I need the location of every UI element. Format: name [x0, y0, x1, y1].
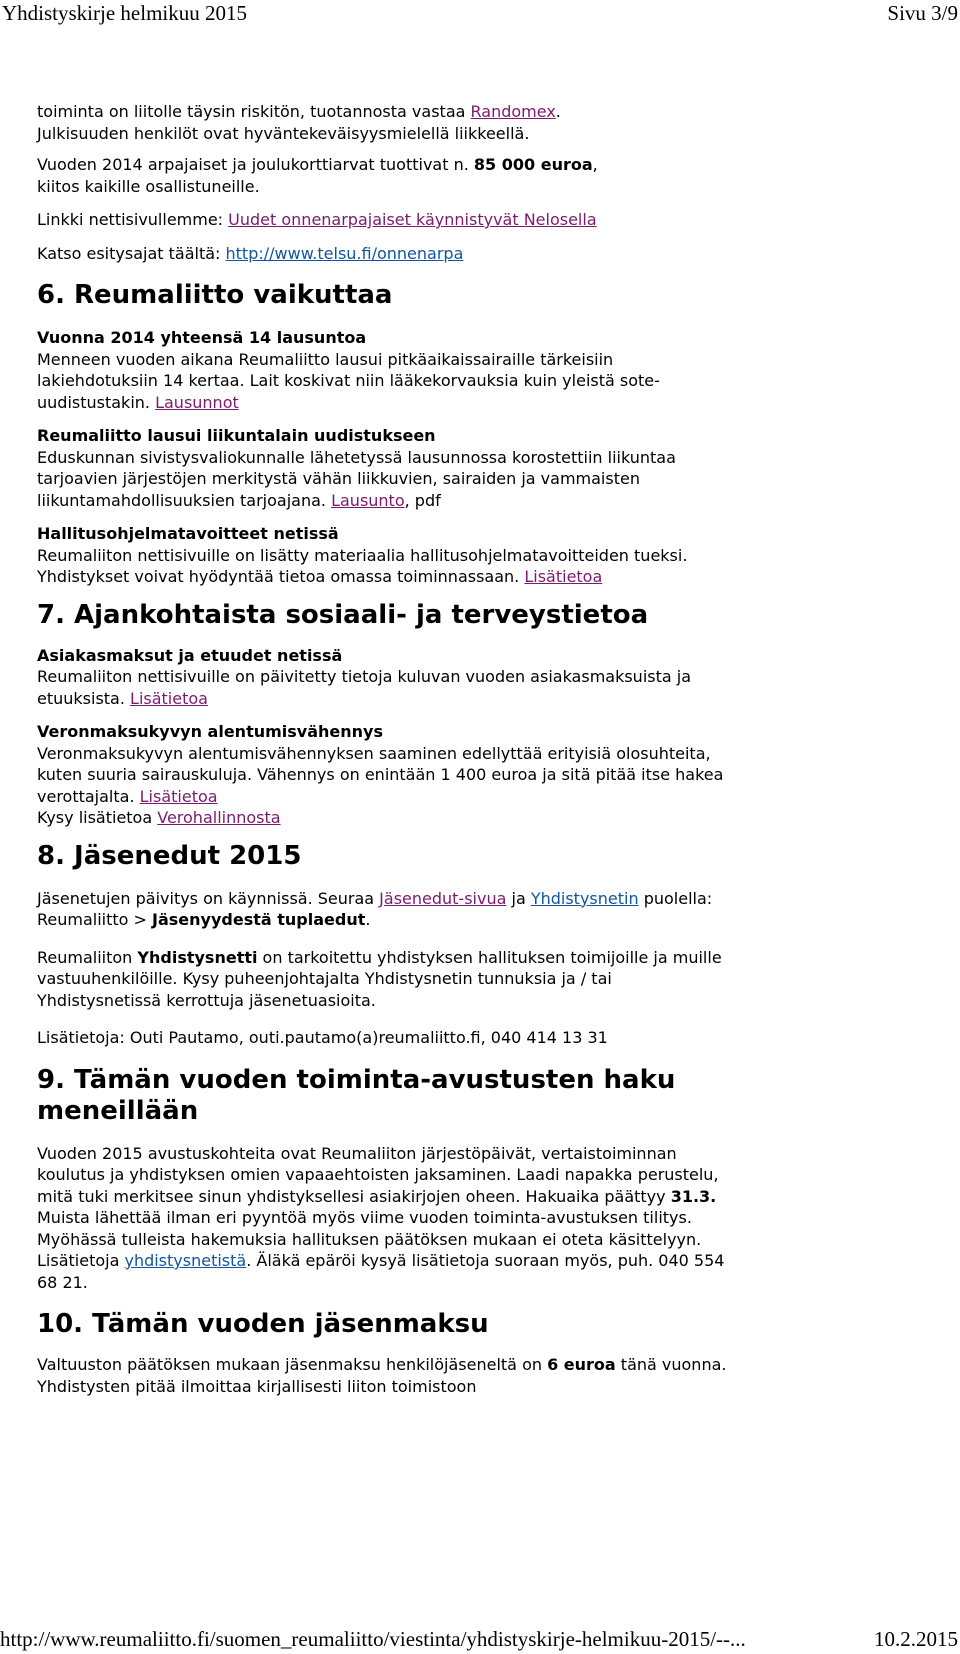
section-9-heading: 9. Tämän vuoden toiminta-avustusten haku meneillään — [37, 1064, 676, 1126]
section-6-item-1-title: Vuonna 2014 yhteensä 14 lausuntoa — [37, 328, 367, 347]
section-8-heading: 8. Jäsenedut 2015 — [37, 840, 302, 871]
intro-paragraph-2: Vuoden 2014 arpajaiset ja joulukorttiarvat tuottivat n. 85 000 euroa, kiitos kaikille osallistuneille. — [37, 155, 598, 196]
section-9-paragraph: Vuoden 2015 avustuskohteita ovat Reumaliiton järjestöpäivät, vertaistoiminnan koulutus ja yhdistyksen omien vapaaehtoisten jaksaminen. Laadi napakka perustelu, mitä tuki merkitsee sinun yhdistyksellesi asiakirjojen oheen. Hakuaika päättyy 31.3. Muista lähettää ilman eri pyyntöä myös viime vuoden toiminta-avustuksen tilitys. Myöhässä tulleista hakemuksia hallituksen päätöksen mukaan ei oteta käsittelyyn. Lisätietoja yhdistysnetistä. Äläkä epäröi kysyä lisätietoja suoraan myös, puh. 040 554 68 21. — [37, 1143, 725, 1292]
intro-paragraph-4: Katso esitysajat täältä: http://www.telsu.fi/onnenarpa — [37, 243, 464, 263]
document-title: Yhdistyskirje helmikuu 2015 — [2, 1, 247, 25]
page-number: Sivu 3/9 — [887, 1, 958, 25]
section-6-item-3-title: Hallitusohjelmatavoitteet netissä — [37, 524, 339, 543]
section-6-item-1-text: Menneen vuoden aikana Reumaliitto lausui pitkäaikaissairaille tärkeisiin lakiehdotuksiin 14 kertaa. Lait koskivat niin lääkekorvauksia kuin yleistä sote-uudistustakin. Lausunnot — [37, 349, 660, 412]
verohallinto-link[interactable]: Verohallinnosta — [157, 808, 281, 827]
nelonen-link[interactable]: Uudet onnenarpajaiset käynnistyvät Nelosella — [228, 210, 597, 229]
jasenedut-link[interactable]: Jäsenedut-sivua — [379, 888, 507, 908]
lisatietoa-link[interactable]: Lisätietoa — [139, 786, 218, 806]
section-10-heading: 10. Tämän vuoden jäsenmaksu — [37, 1309, 489, 1339]
yhdistysnetti-link-2[interactable]: yhdistysnetistä — [124, 1251, 247, 1270]
intro-paragraph-3: Linkki nettisivullemme: Uudet onnenarpajaiset käynnistyvät Nelosella — [37, 210, 597, 229]
telsu-link[interactable]: http://www.telsu.fi/onnenarpa — [225, 243, 464, 263]
yhdistysnetti-link[interactable]: Yhdistysnetin — [530, 888, 639, 908]
print-footer — [0, 1626, 960, 1654]
lisatietoa-link[interactable]: Lisätietoa — [524, 567, 603, 586]
section-7-item-2-title: Veronmaksukyvyn alentumisvähennys — [37, 722, 383, 741]
section-7-item-1-text: Reumaliiton nettisivuille on päivitetty tietoja kuluvan vuoden asiakasmaksuista ja etuuksista. Lisätietoa — [37, 667, 692, 708]
section-6-item-2-title: Reumaliitto lausui liikuntalain uudistukseen — [37, 426, 436, 445]
randomex-link[interactable]: Randomex — [470, 102, 556, 121]
lausunnot-link[interactable]: Lausunnot — [155, 392, 239, 412]
lisatietoa-link[interactable]: Lisätietoa — [130, 688, 208, 708]
print-header — [0, 0, 960, 30]
print-date: 10.2.2015 — [874, 1627, 958, 1651]
page-url: http://www.reumaliitto.fi/suomen_reumaliitto/viestinta/yhdistyskirje-helmikuu-2015/--... — [0, 1627, 746, 1651]
section-8-contact: Lisätietoja: Outi Pautamo, outi.pautamo(a)reumaliitto.fi, 040 414 13 31 — [37, 1028, 608, 1047]
intro-paragraph-1: toiminta on liitolle täysin riskitön, tuotannosta vastaa Randomex. Julkisuuden henkilöt ovat hyväntekeväisyysmielellä liikkeellä. — [37, 102, 561, 143]
section-7-item-2-text: Veronmaksukyvyn alentumisvähennyksen saaminen edellyttää erityisiä olosuhteita, kuten suuria sairauskuluja. Vähennys on enintään 1 400 euroa ja sitä pitää itse hakea verottajalta. Lisätietoa Kysy lisätietoa Verohallinnosta — [37, 743, 724, 827]
section-6-item-2-text: Eduskunnan sivistysvaliokunnalle lähetetyssä lausunnossa korostettiin liikuntaa tarjoavien järjestöjen merkitystä vähän liikkuvien, sairaiden ja vammaisten liikuntamahdollisuuksien tarjoajana. Lausunto, pdf — [37, 447, 676, 510]
section-7-item-1-title: Asiakasmaksut ja etuudet netissä — [37, 645, 343, 665]
section-8-paragraph-2: Reumaliiton Yhdistysnetti on tarkoitettu yhdistyksen hallituksen toimijoille ja muille vastuuhenkilöille. Kysy puheenjohtajalta Yhdistysnetin tunnuksia ja / tai Yhdistysnetissä kerrottuja jäsenetuasioita. — [37, 947, 722, 1010]
section-7-heading: 7. Ajankohtaista sosiaali- ja terveystietoa — [37, 599, 649, 630]
section-6-heading: 6. Reumaliitto vaikuttaa — [37, 280, 393, 310]
section-8-paragraph-1: Jäsenetujen päivitys on käynnissä. Seuraa Jäsenedut-sivua ja Yhdistysnetin puolella: Reumaliitto > Jäsenyydestä tuplaedut. — [37, 888, 713, 929]
newsletter-content — [37, 101, 737, 1397]
section-10-paragraph: Valtuuston päätöksen mukaan jäsenmaksu henkilöjäseneltä on 6 euroa tänä vuonna. Yhdistysten pitää ilmoittaa kirjallisesti liiton toimistoon — [37, 1355, 727, 1396]
lausunto-link[interactable]: Lausunto — [331, 490, 405, 510]
section-6-item-3-text: Reumaliiton nettisivuille on lisätty materiaalia hallitusohjelmatavoitteiden tueksi. Yhdistykset voivat hyödyntää tietoa omassa toiminnassaan. Lisätietoa — [37, 545, 688, 586]
